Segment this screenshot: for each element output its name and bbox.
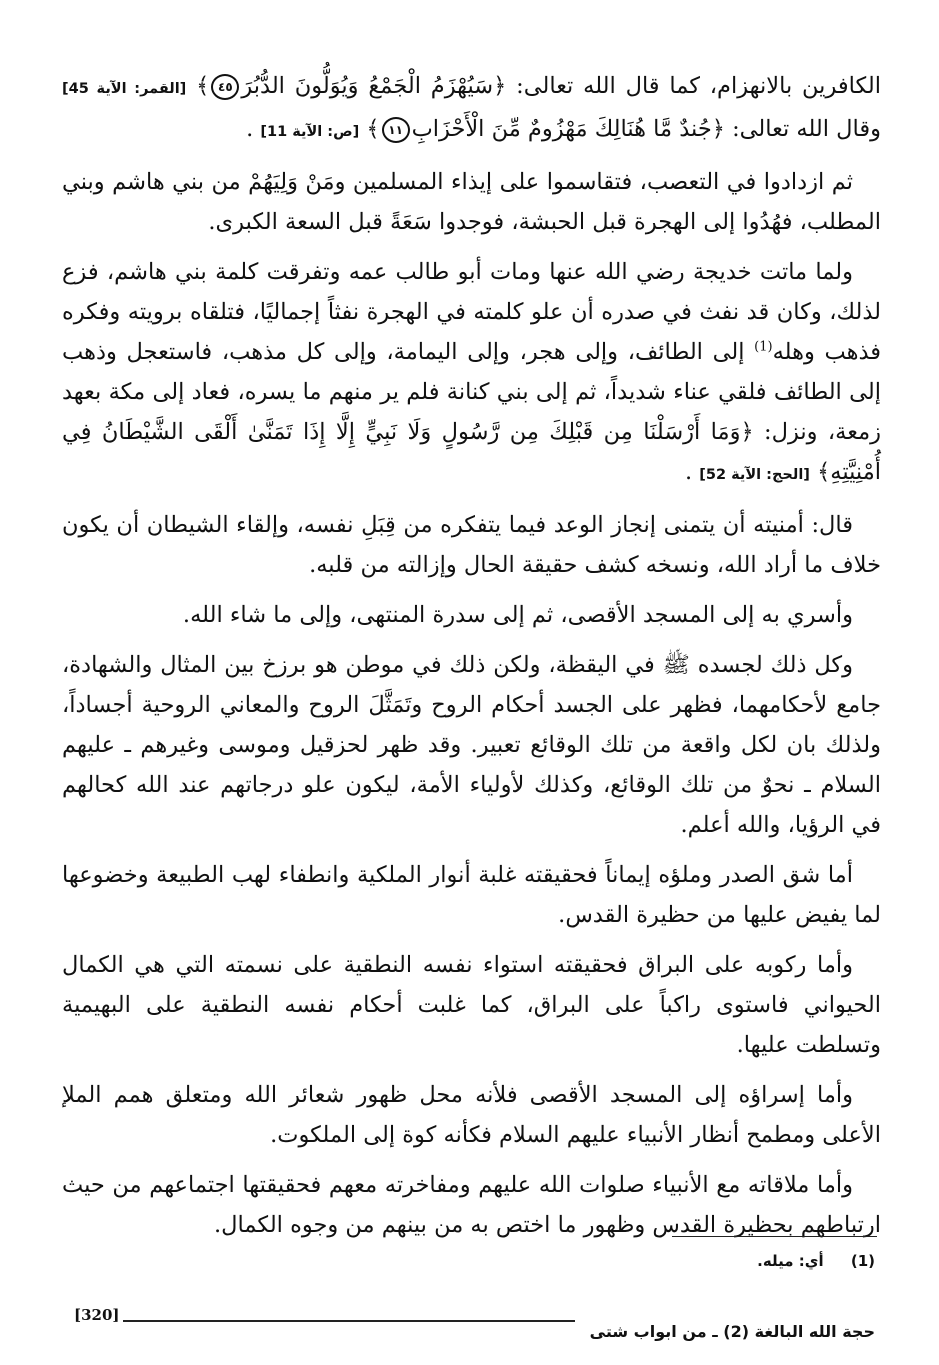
footer-rule	[123, 1320, 575, 1322]
text-run: وأسري به إلى المسجد الأقصى، ثم إلى سدرة المنتهى، وإلى ما شاء الله.	[182, 602, 853, 628]
text-run: وأما ركوبه على البراق فحقيقته استواء نفسه النطقية على نسمته التي هي الكمال الحيواني فاستوى راكباً على البراق، كما غلبت أحكام نفسه النطقية على البهيمية وتسلطت عليها.	[62, 952, 881, 1058]
verse-reference: [القمر: الآية 45]	[62, 81, 187, 97]
footnote	[757, 1252, 875, 1270]
text-run: وأما إسراؤه إلى المسجد الأقصى فلأنه محل ظهور شعائر الله ومتعلق همم الملإ الأعلى ومطمح أنظار الأنبياء عليهم السلام فكأنه كوة إلى الملكوت.	[62, 1082, 881, 1148]
running-title: حجة الله البالغة (2) ـ من ابواب شتى	[589, 1322, 875, 1341]
quran-verse: ﴿جُندٌ مَّا هُنَالِكَ مَهْزُومٌ مِّنَ الْأَحْزَابِ	[411, 116, 725, 142]
paragraph	[62, 66, 881, 152]
footnote-marker: (1)	[754, 339, 773, 355]
body-text	[62, 66, 881, 1245]
text-run: ثم ازدادوا في التعصب، فتقاسموا على إيذاء المسلمين ومَنْ وَلِيَهُمْ من بني هاشم وبني المطلب، فهُدُوا إلى الهجرة قبل الحبشة، فوجدوا سَعَةً قبل السعة الكبرى.	[62, 169, 881, 235]
paragraph	[62, 1075, 881, 1155]
text-run: أما شق الصدر وملؤه إيماناً فحقيقته غلبة أنوار الملكية وانطفاء لهب الطبيعة وخضوعها لما يفيض عليها من حظيرة القدس.	[62, 862, 881, 928]
page-number: [320]	[74, 1306, 120, 1324]
paragraph	[62, 945, 881, 1065]
paragraph	[62, 505, 881, 585]
text-run	[810, 459, 817, 485]
footnote-separator	[672, 1236, 877, 1237]
text-run: إلى الطائف، وإلى هجر، وإلى اليمامة، وإلى كل مذهب، فاستعجل وذهب إلى الطائف فلقي عناء شديداً، ثم إلى بني كنانة فلم ير منهم ما يسره، فعاد إلى مكة بعهد زمعة، ونزل:	[62, 339, 881, 445]
quran-verse: ﴾	[186, 73, 210, 99]
text-run: وأما ملاقاته مع الأنبياء صلوات الله عليهم ومفاخرته معهم فحقيقتها اجتماعهم من حيث ارتباطهم بحظيرة القدس وظهور ما اختص به من بينهم من وجوه الكمال.	[62, 1172, 881, 1238]
paragraph	[62, 595, 881, 635]
footnote-text: أي: ميله.	[757, 1252, 824, 1270]
quran-verse: ﴿وَمَا أَرْسَلْنَا مِن قَبْلِكَ مِن رَّسُولٍ وَلَا نَبِيٍّ إِلَّا إِذَا تَمَنَّىٰ أَلْقَى الشَّيْطَانُ فِي أُمْنِيَّتِهِ﴾	[62, 419, 881, 485]
text-run: .	[684, 459, 700, 485]
verse-reference: [الحج: الآية 52]	[699, 467, 810, 483]
text-run: وكل ذلك لجسده ﷺ في اليقظة، ولكن ذلك في موطن هو برزخ بين المثال والشهادة، جامع لأحكامهما، فظهر على الجسد أحكام الروح وتَمَثَّلَ الروح والمعاني الروحية أجساداً، ولذلك بان لكل واقعة من تلك الوقائع تعبير. وقد ظهر لحزقيل وموسى وغيرهم ـ عليهم السلام ـ نحوٌ من تلك الوقائع، وكذلك لأولياء الأمة، ليكون علو درجاتهم عند الله كحالهم في الرؤيا، والله أعلم.	[62, 652, 881, 838]
footnote-number: (1)	[850, 1252, 875, 1270]
text-run: ولما ماتت خديجة رضي الله عنها ومات أبو طالب عمه وتفرقت كلمة بني هاشم، فزع لذلك، وكان قد نفث في صدره أن علو كلمته في الهجرة نفثاً إجماليًا، فتلقاه برويته وفكره فذهب وهله	[62, 259, 882, 365]
paragraph	[62, 855, 881, 935]
paragraph	[62, 1165, 881, 1245]
quran-verse: ﴾	[359, 116, 380, 142]
paragraph	[62, 252, 881, 495]
text-run: وقال الله تعالى:	[724, 116, 881, 142]
text-run: قال: أمنيته أن يتمنى إنجاز الوعد فيما يتفكره من قِبَلِ نفسه، وإلقاء الشيطان أن يكون خلاف ما أراد الله، ونسخه كشف حقيقة الحال وإزالته من قلبه.	[62, 512, 881, 578]
text-run: الكافرين بالانهزام، كما قال الله تعالى:	[506, 73, 881, 99]
quran-verse: ﴿سَيُهْزَمُ الْجَمْعُ وَيُوَلُّونَ الدُّبُرَ	[241, 73, 507, 99]
ayah-number-marker: ٤٥	[211, 74, 239, 100]
ayah-number-marker: ١١	[382, 117, 410, 143]
paragraph	[62, 162, 881, 242]
verse-reference: [ص: الآية 11]	[260, 124, 360, 140]
text-run: .	[246, 116, 261, 142]
paragraph	[62, 645, 881, 845]
